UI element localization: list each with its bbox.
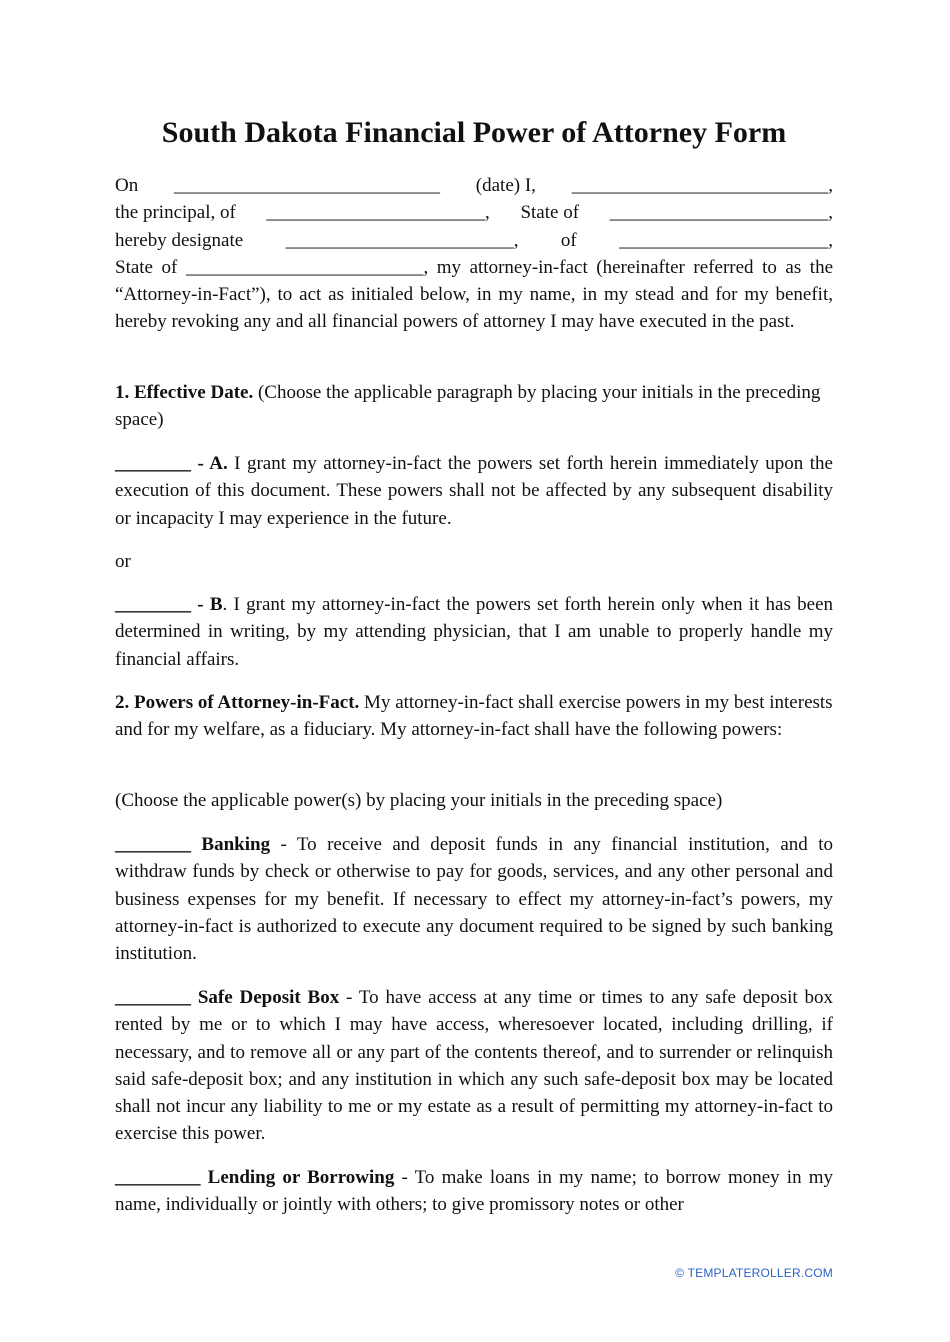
section-heading: 2. Powers of Attorney-in-Fact. bbox=[115, 692, 360, 713]
lending-initials-blank[interactable]: _________ bbox=[115, 1167, 201, 1188]
choose-powers-text: (Choose the applicable power(s) by placing your initials in the preceding space) bbox=[115, 790, 723, 811]
principal-city-blank[interactable]: _______________________, bbox=[266, 202, 490, 224]
intro-line-1: On ____________________________ (date) I, ___________________________, bbox=[115, 172, 833, 199]
safe-deposit-initials-blank[interactable]: ________ bbox=[115, 987, 191, 1008]
date-blank[interactable]: ____________________________ bbox=[174, 175, 441, 196]
safe-deposit-paragraph: ________ Safe Deposit Box - To have access at any time or times to any safe deposit box rented by me or to which I may have access, wheresoever located, including drilling, if necessary, and to remove all or any part of the contents thereof, and to surrender or relinquish said safe-deposit box; and any institution in which any such safe-deposit box may be located shall not incur any liability to me or my estate as a result of permitting my attorney-in-fact to exercise this power. bbox=[115, 987, 833, 1145]
attorney-city-blank[interactable]: ______________________, bbox=[619, 229, 833, 251]
lending-paragraph: _________ Lending or Borrowing - To make loans in my name; to borrow money in my name, individually or jointly with others; to give promissory notes or other bbox=[115, 1167, 833, 1216]
intro-line-4: State of _________________________, my attorney-in-fact (hereinafter referred to as the “Attorney-in-Fact”), to act as initialed below, in my name, in my stead and for my benefit, hereby revoking any and all financial powers of attorney I may have executed in the past. bbox=[115, 256, 834, 333]
option-b-paragraph: ________ - B. I grant my attorney-in-fact the powers set forth herein only when it has been determined in writing, by my attending physician, that I am unable to properly handle my financial affairs. bbox=[115, 594, 834, 670]
section-powers: 2. Powers of Attorney-in-Fact. My attorney-in-fact shall exercise powers in my best interests and for my welfare, as a fiduciary. My attorney-in-fact shall have the following powers: bbox=[115, 692, 833, 741]
footer-watermark[interactable]: © TEMPLATEROLLER.COM bbox=[675, 1266, 833, 1280]
intro-line-2: the principal, of _______________________, State of _______________________, bbox=[115, 199, 833, 226]
document-title: South Dakota Financial Power of Attorney Form bbox=[161, 116, 787, 149]
section-heading: 1. Effective Date. bbox=[115, 382, 254, 403]
principal-state-blank[interactable]: _______________________, bbox=[609, 202, 833, 224]
section-effective-date: 1. Effective Date. (Choose the applicable paragraph by placing your initials in the preceding space) bbox=[115, 382, 821, 431]
banking-initials-blank[interactable]: ________ bbox=[115, 834, 191, 855]
option-a-paragraph: ________ - A. I grant my attorney-in-fact the powers set forth herein immediately upon the execution of this document. These powers shall not be affected by any subsequent disability or incapacity I may experience in the future. bbox=[115, 453, 833, 529]
option-b-initials-blank[interactable]: ________ bbox=[115, 594, 191, 615]
attorney-name-blank[interactable]: ________________________, bbox=[285, 229, 519, 251]
intro-line-3: hereby designate ________________________, of ______________________, bbox=[115, 227, 833, 254]
option-a-initials-blank[interactable]: ________ bbox=[115, 453, 191, 474]
principal-name-blank[interactable]: ___________________________, bbox=[571, 175, 833, 196]
attorney-state-blank[interactable]: _________________________, bbox=[185, 256, 429, 278]
banking-paragraph: ________ Banking - To receive and deposit funds in any financial institution, and to withdraw funds by check or otherwise to pay for goods, services, and any other personal and business expenses for my benefit. If necessary to effect my attorney-in-fact’s powers, my attorney-in-fact is authorized to execute any document required to be signed by such banking institution. bbox=[115, 834, 833, 965]
or-text: or bbox=[115, 551, 131, 572]
intro-paragraph bbox=[115, 172, 833, 336]
